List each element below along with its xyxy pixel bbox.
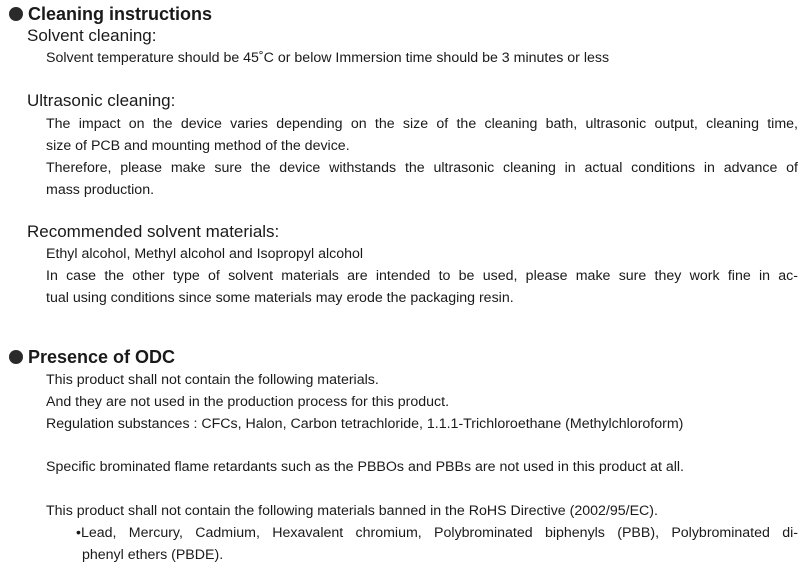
text-line: In case the other type of solvent materials are intended to be used, please make sure they work fine in ac- [46, 268, 798, 284]
paragraph-rohs [46, 500, 798, 522]
text-line: tual using conditions since some materials may erode the packaging resin. [46, 290, 514, 306]
section-title: Cleaning instructions [28, 4, 213, 24]
text-line: Regulation substances : CFCs, Halon, Carbon tetrachloride, 1.1.1-Trichloroethane (Methylchloroform) [46, 416, 684, 432]
text-line: mass production. [46, 182, 155, 198]
text-line: The impact on the device varies depending on the size of the cleaning bath, ultrasonic output, cleaning time, [46, 116, 798, 132]
paragraph-ultrasonic-cleaning [46, 113, 798, 201]
text-line: size of PCB and mounting method of the device. [46, 138, 350, 154]
paragraph-solvent-cleaning [46, 47, 798, 69]
text-line: Therefore, please make sure the device withstands the ultrasonic cleaning in actual conditions in advance of [46, 160, 798, 176]
section-title: Presence of ODC [28, 347, 176, 367]
section-heading-odc [9, 346, 175, 368]
paragraph-odc [46, 369, 798, 435]
subheading-recommended-solvents: Recommended solvent materials: [27, 222, 280, 241]
paragraph-brominated [46, 456, 798, 478]
text-line: Specific brominated flame retardants such as the PBBOs and PBBs are not used in this product at all. [46, 459, 684, 475]
bullet-circle-icon [9, 7, 23, 21]
text-line: This product shall not contain the following materials. [46, 372, 379, 388]
text-line: And they are not used in the production process for this product. [46, 394, 450, 410]
paragraph-recommended-solvents [46, 243, 798, 309]
text-line: Solvent temperature should be 45˚C or below Immersion time should be 3 minutes or less [46, 50, 610, 66]
list-item-rohs-substances [76, 522, 798, 566]
section-heading-cleaning [9, 3, 212, 25]
text-line: •Lead, Mercury, Cadmium, Hexavalent chromium, Polybrominated biphenyls (PBB), Polybrominated di- [76, 525, 798, 541]
subheading-ultrasonic-cleaning: Ultrasonic cleaning: [27, 91, 176, 110]
text-line: phenyl ethers (PBDE). [82, 547, 224, 563]
text-line: Ethyl alcohol, Methyl alcohol and Isopropyl alcohol [46, 246, 364, 262]
text-line: This product shall not contain the following materials banned in the RoHS Directive (2002/95/EC). [46, 503, 658, 519]
bullet-circle-icon [9, 350, 23, 364]
subheading-solvent-cleaning: Solvent cleaning: [27, 26, 157, 45]
